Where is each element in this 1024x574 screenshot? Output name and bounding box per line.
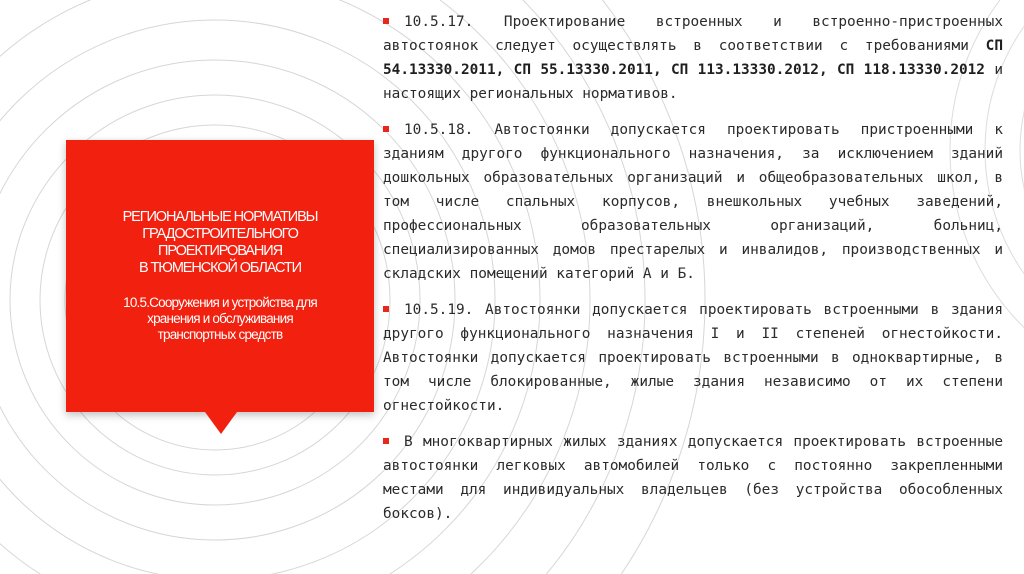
paragraph-10-5-19: [383, 298, 1003, 418]
paragraph-text: 10.5.17. Проектирование встроенных и встроенно-пристроенных автостоянок следует осуществлять в соответствии с требованиями: [383, 14, 1003, 54]
paragraph-10-5-17: [383, 10, 1003, 106]
bullet-icon: [383, 306, 389, 312]
content-text: [383, 10, 1003, 538]
paragraph-10-5-18: [383, 118, 1003, 286]
panel-subtitle: 10.5.Сооружения и устройства для хранения и обслуживания транспортных средств: [123, 295, 317, 342]
section-title-panel: [66, 140, 374, 412]
paragraph-text: и настоящих региональных нормативов.: [383, 62, 1004, 102]
bullet-icon: [383, 126, 389, 132]
paragraph-text: 10.5.19. Автостоянки допускается проектировать встроенными в здания другого функционального назначения I и II степеней огнестойкости. Автостоянки допускается проектировать встроенными в одноквартирные, в том числе блокированные, жилые здания независимо от их степени огнестойкости.: [383, 302, 1003, 414]
panel-title: РЕГИОНАЛЬНЫЕ НОРМАТИВЫ ГРАДОСТРОИТЕЛЬНОГО ПРОЕКТИРОВАНИЯ В ТЮМЕНСКОЙ ОБЛАСТИ: [122, 209, 318, 276]
paragraph-text: В многоквартирных жилых зданиях допускается проектировать встроенные автостоянки легковых автомобилей только с постоянно закрепленными местами для индивидуальных владельцев (без устройства обособленных боксов).: [383, 434, 1003, 522]
bullet-icon: [383, 438, 389, 444]
bullet-icon: [383, 18, 389, 24]
paragraph-apartment-parking: [383, 430, 1003, 526]
paragraph-text: 10.5.18. Автостоянки допускается проектировать пристроенными к зданиям другого функционального назначения, за исключением зданий дошкольных образовательных организаций и общеобразовательных школ, в том числе спальных корпусов, внешкольных учебных заведений, профессиональных образовательных организаций, больниц, специализированных домов престарелых и инвалидов, производственных и складских помещений категорий А и Б.: [383, 122, 1003, 282]
paragraph-bold-text: СП 54.13330.2011, СП 55.13330.2011, СП 113.13330.2012, СП 118.13330.2012: [383, 38, 1003, 78]
panel-pointer: [205, 412, 237, 434]
